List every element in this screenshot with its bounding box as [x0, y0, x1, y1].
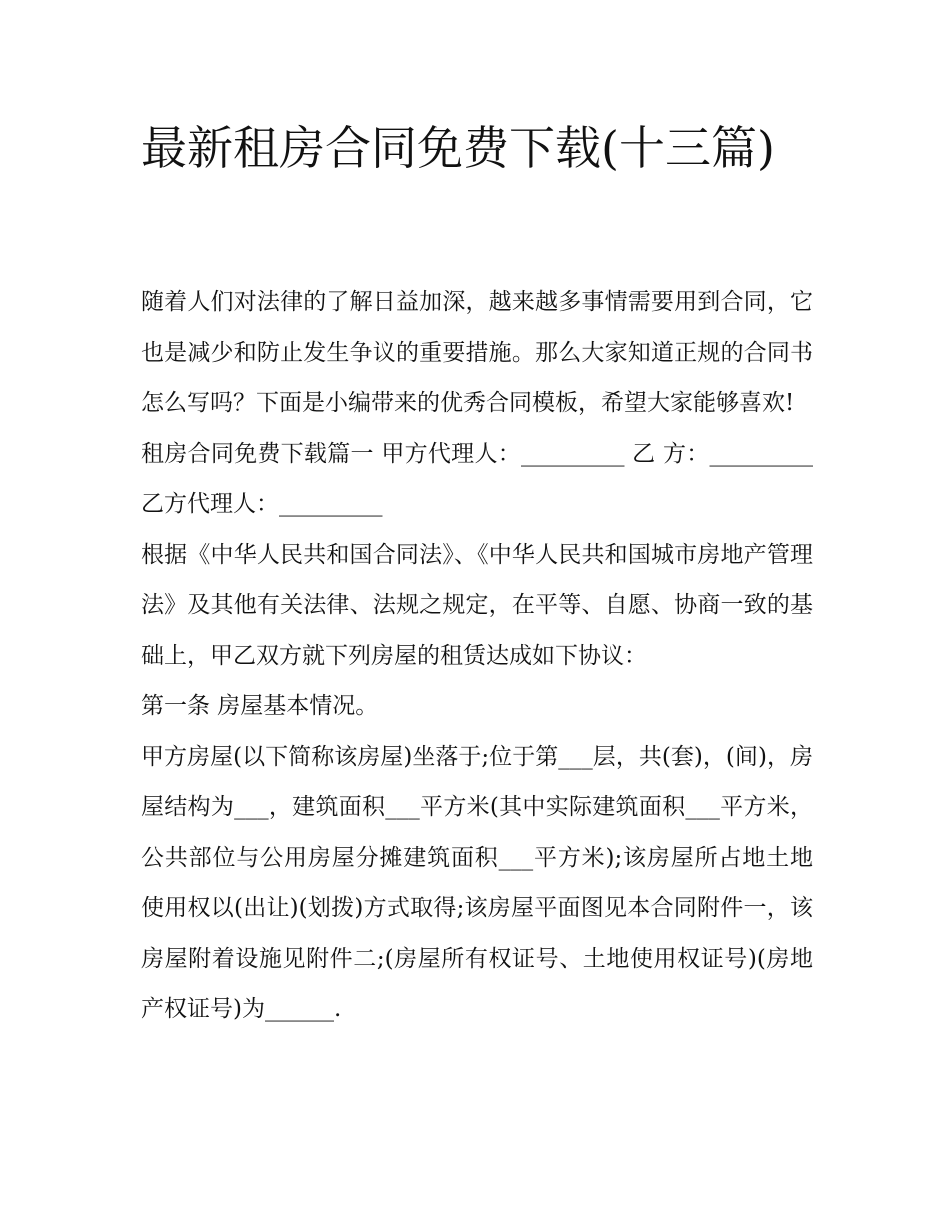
document-body: [141, 277, 813, 1035]
legal-basis-paragraph: 根据《中华人民共和国合同法》、《中华人民共和国城市房地产管理法》及其他有关法律、法规之规定，在平等、自愿、协商一致的基础上，甲乙双方就下列房屋的租赁达成如下协议：: [141, 541, 813, 669]
property-details-paragraph: 甲方房屋(以下简称该房屋)坐落于;位于第___层，共(套)，(间)，房屋结构为___，建筑面积___平方米(其中实际建筑面积___平方米，公共部位与公用房屋分摊建筑面积___平方米);该房屋所占地土地使用权以(出让)(划拨)方式取得;该房屋平面图见本合同附件一，该房屋附着设施见附件二;(房屋所有权证号、土地使用权证号)(房地产权证号)为______.: [141, 743, 813, 1022]
parties-paragraph: 租房合同免费下载篇一 甲方代理人：_________ 乙 方：_________ 乙方代理人：_________: [141, 440, 813, 517]
document-title: 最新租房合同免费下载(十三篇): [141, 121, 775, 175]
intro-paragraph: 随着人们对法律的了解日益加深，越来越多事情需要用到合同，它也是减少和防止发生争议的重要措施。那么大家知道正规的合同书怎么写吗？下面是小编带来的优秀合同模板，希望大家能够喜欢!: [141, 289, 813, 416]
article-one-heading: 第一条 房屋基本情况。: [141, 693, 379, 719]
